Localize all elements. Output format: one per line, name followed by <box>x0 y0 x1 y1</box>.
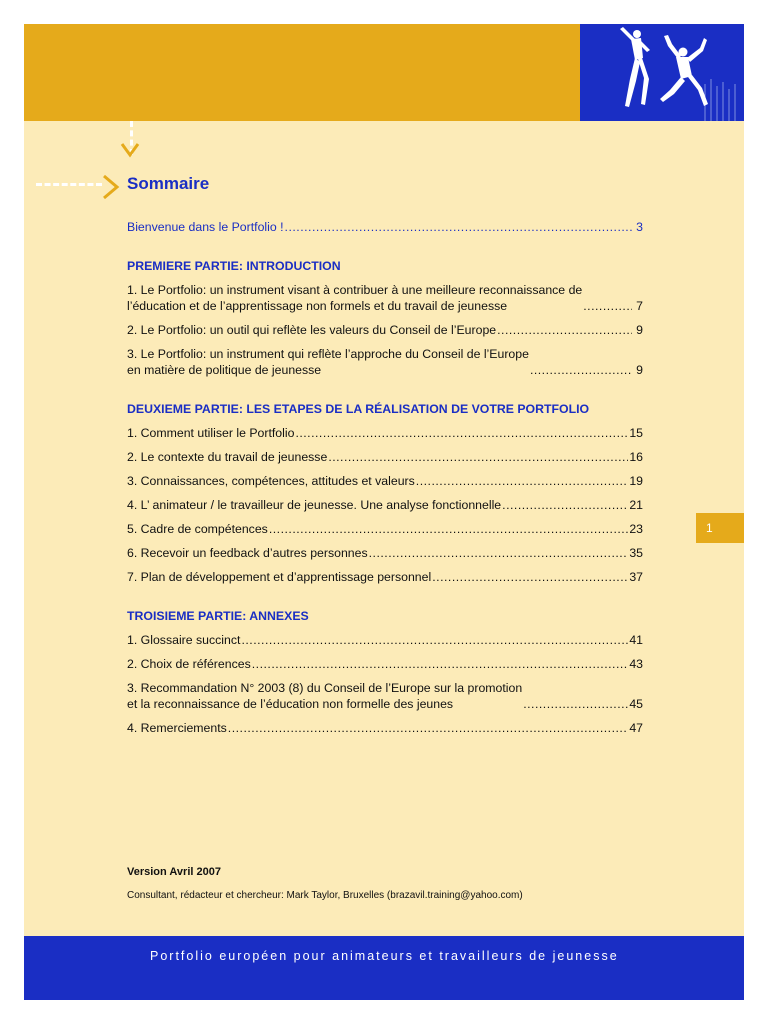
chevron-right-icon <box>102 174 120 200</box>
toc-entry[interactable] <box>127 569 643 585</box>
leader-dots <box>523 696 628 712</box>
leader-dots <box>432 569 628 585</box>
footer-title: Portfolio européen pour animateurs et travailleurs de jeunesse <box>150 949 619 963</box>
toc-entry[interactable] <box>127 521 643 537</box>
toc-entry-label: 1. Comment utiliser le Portfolio <box>127 426 295 440</box>
jumping-figures-icon <box>580 24 744 121</box>
toc-entry[interactable] <box>127 425 643 441</box>
toc-entry[interactable] <box>127 346 643 378</box>
document-page <box>24 24 744 1000</box>
leader-dots <box>369 545 629 561</box>
toc-entry-label: 4. L’ animateur / le travailleur de jeunesse. Une analyse fonctionnelle <box>127 498 502 512</box>
toc-entry[interactable] <box>127 322 643 338</box>
toc-page-number: 41 <box>629 633 643 647</box>
toc-entry[interactable] <box>127 449 643 465</box>
leader-dots <box>530 362 632 378</box>
toc-page-number: 23 <box>629 522 643 536</box>
leader-dots <box>583 298 632 314</box>
section-heading-1: PREMIERE PARTIE: INTRODUCTION <box>127 259 341 273</box>
table-of-contents <box>127 219 643 744</box>
toc-entry-label: Bienvenue dans le Portfolio ! <box>127 220 284 234</box>
leader-dots <box>252 656 629 672</box>
toc-entry-label: 3. Connaissances, compétences, attitudes et valeurs <box>127 474 415 488</box>
toc-entry-intro[interactable] <box>127 219 643 235</box>
toc-entry[interactable] <box>127 497 643 513</box>
leader-dots <box>228 720 629 736</box>
version-label: Version Avril 2007 <box>127 866 221 878</box>
toc-entry-label: 4. Remerciements <box>127 721 227 735</box>
toc-page-number: 21 <box>629 498 643 512</box>
toc-entry-label: 2. Le Portfolio: un outil qui reflète les valeurs du Conseil de l’Europe <box>127 323 497 337</box>
section-heading-3: TROISIEME PARTIE: ANNEXES <box>127 609 309 623</box>
toc-entry-label: 7. Plan de développement et d’apprentissage personnel <box>127 570 432 584</box>
chevron-down-icon <box>120 142 140 158</box>
toc-page-number: 9 <box>636 323 643 337</box>
leader-dots <box>502 497 628 513</box>
toc-page-number: 45 <box>629 697 643 711</box>
toc-entry[interactable] <box>127 632 643 648</box>
dashed-line-horizontal <box>36 183 102 186</box>
leader-dots <box>328 449 628 465</box>
toc-entry[interactable] <box>127 473 643 489</box>
toc-entry[interactable] <box>127 680 643 712</box>
toc-page-number: 47 <box>629 721 643 735</box>
leader-dots <box>241 632 628 648</box>
toc-entry-label: 6. Recevoir un feedback d’autres personnes <box>127 546 368 560</box>
toc-entry-label: 2. Choix de références <box>127 657 251 671</box>
toc-entry-label: 3. Le Portfolio: un instrument qui reflète l’approche du Conseil de l’Europe en matière de politique de jeunesse <box>127 347 529 377</box>
page-title: Sommaire <box>127 174 210 193</box>
toc-page-number: 16 <box>629 450 643 464</box>
leader-dots <box>285 219 632 235</box>
toc-entry[interactable] <box>127 720 643 736</box>
header-illustration <box>580 24 744 121</box>
leader-dots <box>295 425 628 441</box>
leader-dots <box>416 473 629 489</box>
toc-page-number: 3 <box>636 220 643 234</box>
toc-page-number: 7 <box>636 299 643 313</box>
toc-entry[interactable] <box>127 282 643 314</box>
toc-entry[interactable] <box>127 545 643 561</box>
toc-page-number: 43 <box>629 657 643 671</box>
toc-page-number: 15 <box>629 426 643 440</box>
toc-entry-label: 1. Glossaire succinct <box>127 633 241 647</box>
toc-page-number: 19 <box>629 474 643 488</box>
toc-page-number: 35 <box>629 546 643 560</box>
toc-page-number: 37 <box>629 570 643 584</box>
section-heading-2: DEUXIEME PARTIE: LES ETAPES DE LA RÉALISATION DE VOTRE PORTFOLIO <box>127 402 590 416</box>
footer-band <box>24 936 744 1000</box>
leader-dots <box>269 521 628 537</box>
toc-entry-label: 3. Recommandation N° 2003 (8) du Conseil de l’Europe sur la promotion et la reconnaissance de l’éducation non formelle des jeunes <box>127 681 523 711</box>
consultant-credit: Consultant, rédacteur et chercheur: Mark Taylor, Bruxelles (brazavil.training@yahoo.com) <box>127 890 523 901</box>
toc-entry[interactable] <box>127 656 643 672</box>
toc-entry-label: 2. Le contexte du travail de jeunesse <box>127 450 328 464</box>
page-number-tab: 1 <box>696 513 744 543</box>
toc-entry-label: 1. Le Portfolio: un instrument visant à contribuer à une meilleure reconnaissance de l’éducation et de l’apprentissage non formels et du travail de jeunesse <box>127 283 583 313</box>
leader-dots <box>497 322 632 338</box>
toc-page-number: 9 <box>636 363 643 377</box>
toc-entry-label: 5. Cadre de compétences <box>127 522 268 536</box>
